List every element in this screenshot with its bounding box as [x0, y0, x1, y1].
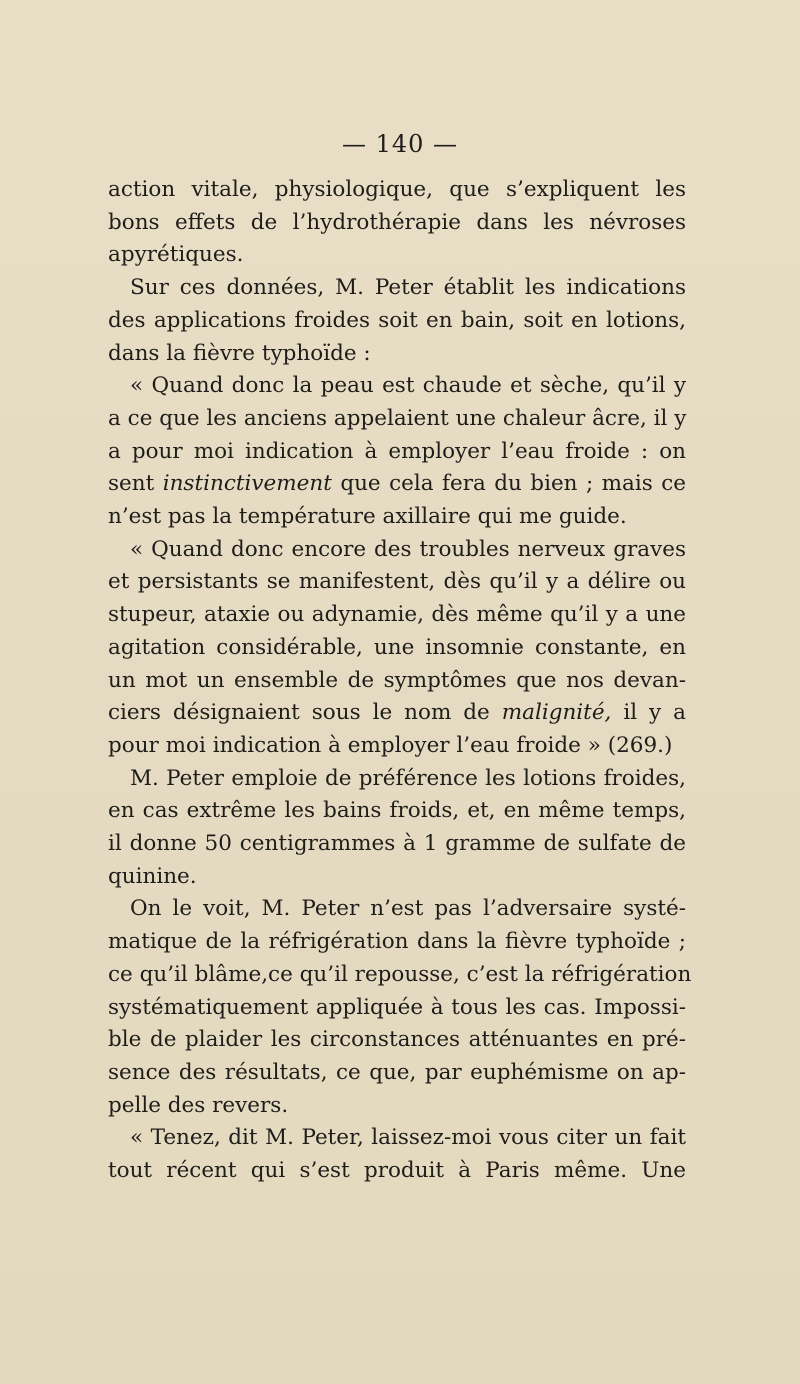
text-line: « Quand donc encore des troubles nerveux graves — [130, 536, 686, 562]
text-line: a pour moi indication à employer l’eau froide : on — [108, 438, 686, 464]
text-line: « Tenez, dit M. Peter, laissez-moi vous citer un fait — [130, 1125, 686, 1151]
text-line: On le voit, M. Peter n’est pas l’adversaire systé- — [130, 896, 686, 922]
text-line: ble de plaider les circonstances atténuantes en pré- — [108, 1027, 686, 1053]
text-line: un mot un ensemble de symptômes que nos devan- — [108, 667, 686, 693]
text-line: quinine. — [108, 863, 197, 889]
text-line: tout récent qui s’est produit à Paris même. Une — [108, 1158, 686, 1184]
page-number: — 140 — — [341, 130, 459, 158]
text-line — [108, 468, 686, 501]
text-line: M. Peter emploie de préférence les lotions froides, — [130, 765, 686, 791]
text-line: pelle des revers. — [108, 1092, 289, 1118]
text-line: il donne 50 centigrammes à 1 gramme de sulfate de — [108, 831, 686, 857]
text-line: a ce que les anciens appelaient une chaleur âcre, il y — [108, 405, 687, 431]
text-line: action vitale, physiologique, que s’expliquent les — [108, 177, 686, 202]
text-line: apyrétiques. — [108, 242, 244, 268]
text-line: matique de la réfrigération dans la fièvre typhoïde ; — [108, 929, 686, 955]
text-line: des applications froides soit en bain, soit en lotions, — [108, 307, 686, 333]
text-line: agitation considérable, une insomnie constante, en — [108, 634, 686, 660]
text-line: systématiquement appliquée à tous les cas. Impossi- — [108, 994, 686, 1020]
text-line: bons effets de l’hydrothérapie dans les névroses — [108, 209, 686, 235]
text-line: Sur ces données, M. Peter établit les indications — [130, 275, 686, 301]
text-line: n’est pas la température axillaire qui me guide. — [108, 504, 627, 530]
text-line: sence des résultats, ce que, par euphémisme on ap- — [108, 1059, 686, 1085]
text-line: pour moi indication à employer l’eau froide » (269.) — [108, 732, 673, 758]
text-line: et persistants se manifestent, dès qu’il y a délire ou — [108, 569, 686, 595]
text-segment: ciers désignaient sous le nom de — [108, 700, 502, 726]
italic-term: malignité, — [501, 700, 612, 726]
body-text — [108, 174, 692, 1188]
text-line — [108, 697, 686, 730]
text-segment: que cela fera du bien ; mais ce — [331, 471, 687, 497]
text-line: stupeur, ataxie ou adynamie, dès même qu’il y a une — [108, 602, 686, 628]
text-line: dans la fièvre typhoïde : — [108, 340, 371, 366]
text-line: ce qu’il blâme,ce qu’il repousse, c’est la réfrigération — [108, 961, 692, 987]
text-segment: sent — [108, 471, 163, 497]
text-line: en cas extrême les bains froids, et, en même temps, — [108, 798, 686, 824]
text-segment: il y a — [611, 700, 686, 726]
italic-term: instinctivement — [162, 471, 332, 497]
text-line: « Quand donc la peau est chaude et sèche, qu’il y — [130, 373, 686, 399]
